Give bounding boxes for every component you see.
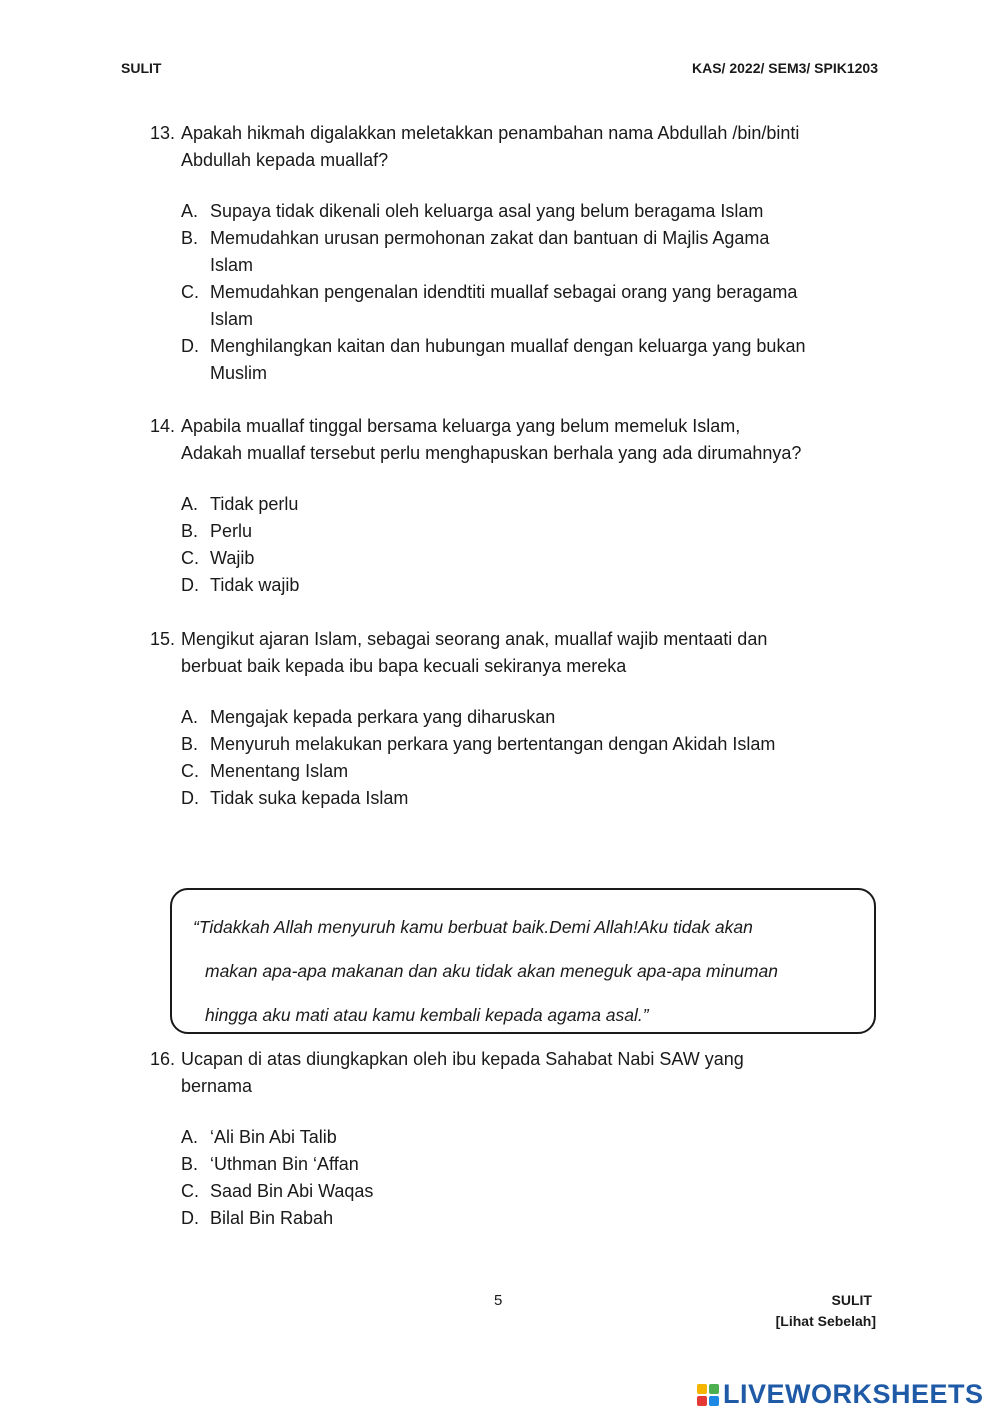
option-text: Memudahkan pengenalan idendtiti muallaf sebagai orang yang beragama (210, 282, 798, 302)
option-letter: B. (181, 734, 199, 754)
stem-line: bernama (181, 1076, 253, 1096)
question-15 (150, 626, 885, 812)
option-list (181, 1124, 885, 1232)
option-letter: D. (181, 336, 199, 356)
question-stem (181, 413, 885, 467)
option-text: Tidak wajib (210, 575, 300, 595)
question-stem (181, 626, 885, 680)
option-letter: D. (181, 575, 199, 595)
quote-line: hingga aku mati atau kamu kembali kepada agama asal.” (205, 1005, 649, 1025)
option-text: Islam (210, 255, 254, 275)
option-text: Menentang Islam (210, 761, 349, 781)
option-c[interactable] (181, 1178, 885, 1205)
option-text: Memudahkan urusan permohonan zakat dan bantuan di Majlis Agama (210, 228, 770, 248)
stem-line: berbuat baik kepada ibu bapa kecuali sekiranya mereka (181, 656, 627, 676)
option-text: Supaya tidak dikenali oleh keluarga asal yang belum beragama Islam (210, 201, 764, 221)
option-letter: A. (181, 494, 199, 514)
option-a[interactable] (181, 491, 885, 518)
option-text: Bilal Bin Rabah (210, 1208, 334, 1228)
option-letter: C. (181, 1181, 199, 1201)
option-text: Tidak perlu (210, 494, 299, 514)
option-d[interactable] (181, 572, 885, 599)
option-c[interactable] (181, 758, 885, 785)
logo-tile (697, 1396, 707, 1406)
option-letter: A. (181, 707, 199, 727)
option-text: Wajib (210, 548, 255, 568)
option-letter: C. (181, 282, 199, 302)
option-a[interactable] (181, 198, 885, 225)
option-d[interactable] (181, 785, 885, 812)
option-letter: D. (181, 1208, 199, 1228)
question-13 (150, 120, 885, 387)
logo-tile (697, 1384, 707, 1394)
stem-line: Abdullah kepada muallaf? (181, 150, 389, 170)
option-b[interactable] (181, 731, 885, 758)
footer-classification: SULIT (831, 1292, 872, 1308)
footer-see-next: [Lihat Sebelah] (775, 1313, 876, 1329)
option-text: Menyuruh melakukan perkara yang bertentangan dengan Akidah Islam (210, 734, 776, 754)
liveworksheets-logo[interactable] (697, 1379, 984, 1410)
quote-line: “Tidakkah Allah menyuruh kamu berbuat baik.Demi Allah!Aku tidak akan (193, 917, 753, 937)
liveworksheets-icon (697, 1384, 719, 1406)
stem-line: Apabila muallaf tinggal bersama keluarga yang belum memeluk Islam, (181, 416, 741, 436)
option-text: ‘Ali Bin Abi Talib (210, 1127, 337, 1147)
option-letter: C. (181, 761, 199, 781)
option-text: Saad Bin Abi Waqas (210, 1181, 374, 1201)
option-letter: B. (181, 228, 199, 248)
option-text: ‘Uthman Bin ‘Affan (210, 1154, 359, 1174)
option-a[interactable] (181, 704, 885, 731)
option-letter: C. (181, 548, 199, 568)
option-b[interactable] (181, 518, 885, 545)
option-text: Menghilangkan kaitan dan hubungan muallaf dengan keluarga yang bukan (210, 336, 806, 356)
question-number: 14. (150, 416, 176, 436)
option-list (181, 704, 885, 812)
option-text: Islam (210, 309, 254, 329)
quote-line: makan apa-apa makanan dan aku tidak akan meneguk apa-apa minuman (205, 961, 779, 981)
question-number: 13. (150, 123, 176, 143)
option-c[interactable] (181, 545, 885, 572)
option-text: Perlu (210, 521, 253, 541)
header-classification: SULIT (121, 60, 162, 76)
stem-line: Apakah hikmah digalakkan meletakkan penambahan nama Abdullah /bin/binti (181, 123, 800, 143)
option-letter: A. (181, 1127, 199, 1147)
option-letter: D. (181, 788, 199, 808)
option-b[interactable] (181, 1151, 885, 1178)
option-letter: B. (181, 1154, 199, 1174)
option-c[interactable] (181, 279, 885, 333)
option-a[interactable] (181, 1124, 885, 1151)
option-d[interactable] (181, 1205, 885, 1232)
logo-tile (709, 1384, 719, 1394)
option-text: Mengajak kepada perkara yang diharuskan (210, 707, 556, 727)
stem-line: Ucapan di atas diungkapkan oleh ibu kepada Sahabat Nabi SAW yang (181, 1049, 744, 1069)
option-b[interactable] (181, 225, 885, 279)
option-list (181, 198, 885, 387)
page-number: 5 (494, 1292, 503, 1309)
stem-line: Adakah muallaf tersebut perlu menghapuskan berhala yang ada dirumahnya? (181, 443, 802, 463)
option-letter: A. (181, 201, 199, 221)
option-d[interactable] (181, 333, 885, 387)
option-text: Tidak suka kepada Islam (210, 788, 409, 808)
question-stem (181, 120, 885, 174)
question-number: 16. (150, 1049, 176, 1069)
question-14 (150, 413, 885, 599)
liveworksheets-wordmark: LIVEWORKSHEETS (723, 1379, 984, 1409)
question-number: 15. (150, 629, 176, 649)
option-letter: B. (181, 521, 199, 541)
stem-line: Mengikut ajaran Islam, sebagai seorang anak, muallaf wajib mentaati dan (181, 629, 768, 649)
option-list (181, 491, 885, 599)
question-16 (150, 1046, 885, 1232)
option-text: Muslim (210, 363, 267, 383)
question-stem (181, 1046, 885, 1100)
logo-tile (709, 1396, 719, 1406)
header-course-code: KAS/ 2022/ SEM3/ SPIK1203 (692, 60, 878, 76)
